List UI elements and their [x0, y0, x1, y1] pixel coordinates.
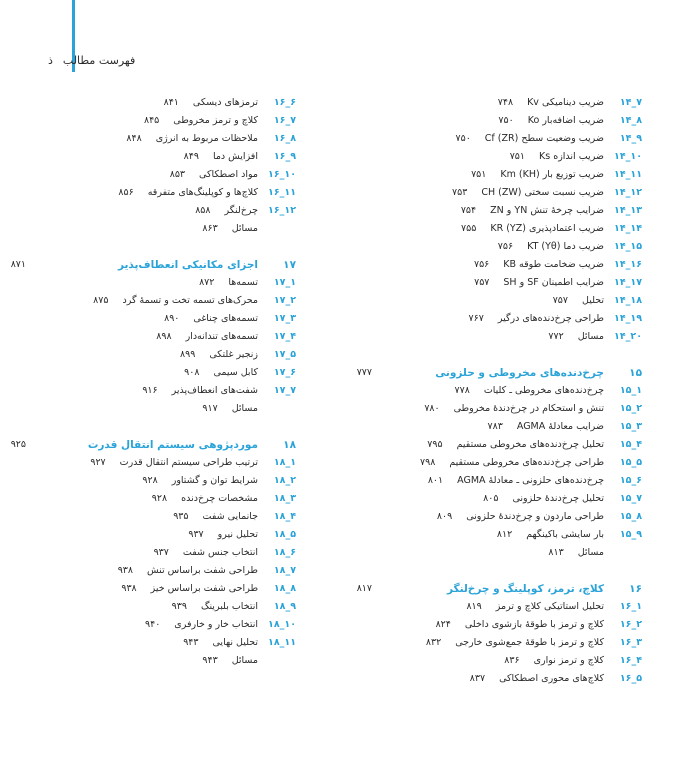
toc-page-number: ۸۷۵ — [93, 295, 109, 306]
toc-title: اجزای مکانیکی انعطاف‌پذیر — [117, 259, 258, 271]
toc-number: ۱۶_۳ — [619, 637, 642, 648]
toc-section-entry — [0, 598, 296, 616]
toc-section-entry — [342, 472, 642, 490]
toc-section-entry — [0, 652, 296, 670]
toc-page-number: ۹۱۷ — [202, 403, 218, 414]
toc-page-number: ۹۳۸ — [117, 565, 133, 576]
toc-number: ۱۵ — [629, 367, 642, 379]
toc-title: مواد اصطکاکی — [199, 169, 258, 180]
toc-number: ۱۸_۶ — [273, 547, 296, 558]
toc-section-entry — [342, 490, 642, 508]
toc-page-number: ۸۴۸ — [126, 133, 142, 144]
toc-section-entry — [342, 184, 642, 202]
toc-number: ۱۵_۶ — [619, 475, 642, 486]
toc-title: تحلیل چرخ‌دنده‌های مخروطی مستقیم — [456, 439, 604, 450]
toc-page-number: ۸۳۶ — [504, 655, 520, 666]
toc-page-number: ۷۸۰ — [424, 403, 440, 414]
toc-chapter-entry — [342, 580, 642, 598]
toc-section-entry — [0, 526, 296, 544]
toc-page-number: ۹۲۵ — [10, 439, 26, 450]
toc-title: کلاچ‌های محوری اصطکاکی — [499, 673, 604, 684]
toc-title: مسائل — [231, 403, 258, 414]
toc-number: ۱۸_۴ — [273, 511, 296, 522]
toc-number: ۱۴_۷ — [619, 97, 642, 108]
toc-number: ۱۴_۱۲ — [614, 187, 642, 198]
toc-page-number: ۸۵۶ — [118, 187, 134, 198]
toc-page-number: ۷۵۶ — [497, 241, 514, 252]
toc-title: تحلیل چرخ‌دندهٔ حلزونی — [512, 493, 604, 504]
toc-title: ضرایب معادلهٔ AGMA — [516, 421, 604, 432]
toc-number: ۱۸_۳ — [273, 493, 296, 504]
toc-number: ۱۸_۵ — [273, 529, 296, 540]
toc-title: زنجیر غلتکی — [209, 349, 258, 360]
toc-title: چرخ‌دنده‌های حلزونی ـ معادلهٔ AGMA — [457, 475, 604, 486]
toc-section-entry — [0, 166, 296, 184]
toc-number: ۱۶_۵ — [619, 673, 642, 684]
toc-number: ۱۴_۱۳ — [614, 205, 642, 216]
toc-page-number: ۸۶۳ — [202, 223, 218, 234]
toc-page-number: ۷۵۷ — [552, 295, 569, 306]
toc-number: ۱۶_۱۰ — [268, 169, 296, 180]
toc-page-number: ۹۳۹ — [171, 601, 187, 612]
toc-page-number: ۷۷۸ — [454, 385, 470, 396]
toc-page-number: ۸۱۹ — [466, 601, 482, 612]
toc-title: مسائل — [577, 331, 604, 342]
toc-section-entry — [342, 400, 642, 418]
toc-section-entry — [342, 328, 642, 346]
toc-page-number: ۹۳۷ — [188, 529, 204, 540]
toc-number: ۱۵_۴ — [619, 439, 642, 450]
toc-section-entry — [0, 562, 296, 580]
toc-title: کلاچ و ترمز با طوقهٔ بازشوی داخلی — [464, 619, 604, 630]
toc-page-number: ۹۳۸ — [121, 583, 137, 594]
toc-section-entry — [0, 346, 296, 364]
toc-section-entry — [342, 256, 642, 274]
toc-page-number: ۸۷۱ — [10, 259, 26, 270]
toc-page-number: ۸۴۵ — [143, 115, 160, 126]
toc-number: ۱۴_۱۷ — [614, 277, 642, 288]
toc-section-entry — [342, 436, 642, 454]
toc-title: تنش و استحکام در چرخ‌دندهٔ مخروطی — [453, 403, 604, 414]
toc-number: ۱۵_۲ — [619, 403, 642, 414]
toc-title: چرخ‌دنده‌های مخروطی ـ کلیات — [483, 385, 604, 396]
toc-page-number: ۷۵۰ — [498, 115, 514, 126]
toc-section-entry — [342, 94, 642, 112]
toc-title: ضریب ضخامت طوقه KB — [503, 259, 604, 270]
toc-page-number: ۸۱۲ — [496, 529, 513, 540]
toc-page-number: ۸۳۷ — [469, 673, 486, 684]
toc-title: ضریب اعتمادپذیری KR (YZ) — [490, 223, 604, 234]
toc-title: مسائل — [231, 655, 258, 666]
toc-number: ۱۵_۹ — [619, 529, 642, 540]
toc-number: ۱۵_۳ — [619, 421, 642, 432]
toc-chapter-entry — [342, 364, 642, 382]
toc-page-number: ۹۲۸ — [151, 493, 168, 504]
toc-section-entry — [342, 310, 642, 328]
toc-number: ۱۴_۲۰ — [614, 331, 642, 342]
toc-title: بار سایشی باکینگهم — [526, 529, 604, 540]
toc-section-entry — [0, 382, 296, 400]
toc-number: ۱۸ — [283, 439, 296, 451]
toc-page-number: ۸۹۹ — [180, 349, 196, 360]
toc-title: طراحی چرخ‌دنده‌های مخروطی مستقیم — [449, 457, 604, 468]
toc-page-number: ۷۵۱ — [509, 151, 526, 162]
toc-number: ۱۸_۱ — [273, 457, 296, 468]
toc-title: تسمه‌های چناغی — [193, 313, 258, 324]
toc-section-entry — [0, 202, 296, 220]
toc-title: تسمه‌ها — [228, 277, 258, 288]
toc-title: ضریب اضافه‌بار Ko — [527, 115, 604, 126]
toc-title: تحلیل نهایی — [212, 637, 258, 648]
toc-number: ۱۷_۶ — [273, 367, 296, 378]
toc-page-number: ۷۶۷ — [468, 313, 484, 324]
toc-title: ضریب نسبت سختی CH (ZW) — [481, 187, 604, 198]
toc-page-number: ۹۴۰ — [144, 619, 161, 630]
toc-title: ضریب دما KT (Yθ) — [527, 241, 604, 252]
toc-section-entry — [0, 328, 296, 346]
toc-number: ۱۷_۵ — [273, 349, 296, 360]
toc-page-number: ۷۷۲ — [548, 331, 564, 342]
toc-section-entry — [0, 310, 296, 328]
toc-section-entry — [0, 130, 296, 148]
toc-title: مسائل — [577, 547, 604, 558]
toc-section-entry — [342, 148, 642, 166]
running-head — [48, 54, 135, 67]
toc-section-entry — [342, 454, 642, 472]
toc-section-entry — [342, 292, 642, 310]
toc-page-number: ۷۵۱ — [471, 169, 487, 180]
toc-number: ۱۷ — [283, 259, 296, 271]
toc-number: ۱۴_۹ — [619, 133, 642, 144]
toc-title: کابل سیمی — [213, 367, 258, 378]
toc-page-number: ۷۹۵ — [427, 439, 443, 450]
toc-title: طراحی شفت براساس تنش — [147, 565, 258, 576]
toc-page-number: ۷۵۵ — [461, 223, 477, 234]
toc-section-entry — [342, 544, 642, 562]
toc-title: انتخاب خار و خارفری — [174, 619, 258, 630]
toc-title: تحلیل استاتیکی کلاچ و ترمز — [495, 601, 604, 612]
toc-section-entry — [342, 166, 642, 184]
toc-title: تحلیل نیرو — [217, 529, 258, 540]
toc-section-entry — [342, 112, 642, 130]
toc-section-entry — [342, 238, 642, 256]
toc-page-number: ۸۴۹ — [183, 151, 199, 162]
toc-number: ۱۶_۱۲ — [268, 205, 296, 216]
toc-title: افزایش دما — [212, 151, 258, 162]
toc-title: ضریب وضعیت سطح Cf (ZR) — [484, 133, 604, 144]
toc-number: ۱۷_۴ — [273, 331, 296, 342]
toc-title: جانمایی شفت — [202, 511, 258, 522]
toc-number: ۱۶_۴ — [619, 655, 642, 666]
toc-page-number: ۹۰۸ — [184, 367, 200, 378]
toc-title: شرایط توان و گشتاور — [171, 475, 258, 486]
toc-number: ۱۶_۷ — [273, 115, 296, 126]
toc-section-entry — [0, 148, 296, 166]
toc-page-number: ۸۹۸ — [156, 331, 172, 342]
toc-title: کلاچ‌ها و کوپلینگ‌های متفرقه — [147, 187, 258, 198]
toc-page-number: ۸۴۱ — [163, 97, 179, 108]
toc-title: ضریب اندازه Ks — [539, 151, 604, 162]
toc-section-entry — [342, 652, 642, 670]
toc-number: ۱۶_۱ — [619, 601, 642, 612]
toc-page-number: ۸۰۱ — [427, 475, 444, 486]
toc-title: طراحی ماردون و چرخ‌دندهٔ حلزونی — [466, 511, 604, 522]
toc-page-number: ۹۱۶ — [142, 385, 158, 396]
toc-title: مشخصات چرخ‌دنده — [181, 493, 258, 504]
toc-number: ۱۸_۱۱ — [268, 637, 296, 648]
toc-title: ترمزهای دیسکی — [192, 97, 258, 108]
toc-number: ۱۶_۶ — [273, 97, 296, 108]
toc-section-entry — [342, 418, 642, 436]
toc-page-number: ۸۰۹ — [436, 511, 453, 522]
toc-page-number: ۹۲۷ — [90, 457, 106, 468]
toc-page-number: ۸۹۰ — [164, 313, 180, 324]
toc-number: ۱۴_۱۴ — [614, 223, 642, 234]
toc-number: ۱۴_۱۰ — [614, 151, 642, 162]
toc-section-entry — [0, 508, 296, 526]
toc-page-number: ۷۵۰ — [455, 133, 471, 144]
toc-title: طراحی چرخ‌دنده‌های درگیر — [497, 313, 604, 324]
toc-number: ۱۶_۲ — [619, 619, 642, 630]
toc-section-entry — [0, 400, 296, 418]
toc-number: ۱۶_۹ — [273, 151, 296, 162]
toc-section-entry — [0, 454, 296, 472]
toc-column-left — [0, 94, 296, 734]
toc-section-entry — [0, 220, 296, 238]
toc-section-entry — [0, 292, 296, 310]
toc-title: مسائل — [231, 223, 258, 234]
toc-chapter-entry — [0, 436, 296, 454]
toc-title: ملاحظات مربوط به انرژی — [155, 133, 258, 144]
toc-title: ترتیب طراحی سیستم انتقال قدرت — [119, 457, 258, 468]
toc-number: ۱۸_۱۰ — [268, 619, 296, 630]
toc-chapter-entry — [0, 256, 296, 274]
toc-page-number: ۸۱۳ — [548, 547, 564, 558]
toc-section-entry — [342, 508, 642, 526]
toc-section-entry — [342, 220, 642, 238]
toc-section-entry — [342, 616, 642, 634]
toc-title: کلاچ و ترمز نواری — [533, 655, 604, 666]
toc-section-entry — [342, 526, 642, 544]
toc-section-entry — [342, 382, 642, 400]
toc-section-entry — [0, 544, 296, 562]
toc-page-number: ۷۷۷ — [356, 367, 372, 378]
toc-title: موردپژوهی سیستم انتقال قدرت — [87, 439, 258, 451]
toc-number: ۱۶_۱۱ — [268, 187, 296, 198]
toc-number: ۱۴_۸ — [619, 115, 642, 126]
toc-page-number: ۸۳۲ — [425, 637, 442, 648]
toc-page-number: ۸۰۵ — [483, 493, 499, 504]
toc-number: ۱۵_۷ — [619, 493, 642, 504]
toc-page-number: ۹۴۳ — [202, 655, 218, 666]
toc-number: ۱۷_۳ — [273, 313, 296, 324]
toc-title: انتخاب بلبرینگ — [200, 601, 258, 612]
toc-page-number: ۷۵۳ — [452, 187, 468, 198]
toc-number: ۱۴_۱۹ — [614, 313, 642, 324]
toc-title: ضریب دینامیکی Kv — [527, 97, 604, 108]
toc-column-right — [342, 94, 642, 734]
running-head-title: فهرست مطالب — [62, 54, 136, 67]
toc-page-number: ۷۹۸ — [420, 457, 436, 468]
toc-title: ضرایب اطمینان SF و SH — [503, 277, 604, 288]
toc-page-number: ۷۵۴ — [460, 205, 477, 216]
toc-title: طراحی شفت براساس خیز — [150, 583, 258, 594]
toc-title: تسمه‌های تندانه‌دار — [185, 331, 258, 342]
toc-page-number: ۷۵۶ — [473, 259, 490, 270]
toc-section-entry — [0, 364, 296, 382]
toc-page-number: ۸۵۳ — [169, 169, 186, 180]
toc-number: ۱۶_۸ — [273, 133, 296, 144]
toc-title: چرخ‌لنگر — [224, 205, 258, 216]
toc-section-entry — [342, 202, 642, 220]
toc-number: ۱۴_۱۶ — [614, 259, 642, 270]
toc-section-entry — [0, 112, 296, 130]
toc-page-number: ۷۸۳ — [487, 421, 503, 432]
toc-number: ۱۴_۱۵ — [614, 241, 642, 252]
toc-page-number: ۸۵۸ — [195, 205, 211, 216]
toc-number: ۱۵_۸ — [619, 511, 642, 522]
toc-title: کلاچ و ترمز با طوقهٔ جمع‌شوی خارجی — [455, 637, 604, 648]
toc-number: ۱۴_۱۱ — [614, 169, 642, 180]
toc-page-number: ۸۱۷ — [356, 583, 372, 594]
toc-number: ۱۴_۱۸ — [614, 295, 642, 306]
toc-title: محرک‌های تسمه تخت و تسمهٔ گرد — [122, 295, 258, 306]
toc-page-number: ۷۴۸ — [497, 97, 514, 108]
toc-number: ۱۶ — [629, 583, 642, 595]
toc-number: ۱۸_۸ — [273, 583, 296, 594]
toc-title: چرخ‌دنده‌های مخروطی و حلزونی — [435, 367, 604, 379]
toc-section-entry — [0, 616, 296, 634]
running-head-page-letter: ذ — [48, 54, 53, 67]
toc-title: ضرایب چرخهٔ تنش YN و ZN — [490, 205, 604, 216]
toc-page-number: ۹۳۵ — [173, 511, 189, 522]
toc-number: ۱۷_۱ — [273, 277, 296, 288]
toc-section-entry — [0, 634, 296, 652]
toc-number: ۱۸_۹ — [273, 601, 296, 612]
toc-section-entry — [342, 130, 642, 148]
toc-title: شفت‌های انعطاف‌پذیر — [171, 385, 258, 396]
toc-section-entry — [0, 274, 296, 292]
toc-section-entry — [0, 490, 296, 508]
toc-section-entry — [342, 670, 642, 688]
toc-page-number: ۹۲۸ — [142, 475, 158, 486]
toc-title: انتخاب جنس شفت — [182, 547, 258, 558]
toc-number: ۱۷_۷ — [273, 385, 296, 396]
toc-page-number: ۷۵۷ — [474, 277, 490, 288]
toc-section-entry — [0, 184, 296, 202]
toc-title: ضریب توزیع بار Km (KH) — [500, 169, 604, 180]
toc-number: ۱۵_۱ — [619, 385, 642, 396]
toc-section-entry — [0, 94, 296, 112]
toc-page-number: ۸۷۲ — [199, 277, 215, 288]
toc-number: ۱۸_۲ — [273, 475, 296, 486]
toc-title: کلاچ، ترمز، کوپلینگ و چرخ‌لنگر — [446, 583, 604, 595]
toc-section-entry — [342, 274, 642, 292]
toc-section-entry — [342, 634, 642, 652]
toc-section-entry — [0, 580, 296, 598]
toc-page-number: ۹۴۳ — [183, 637, 199, 648]
toc-title: کلاچ و ترمز مخروطی — [173, 115, 258, 126]
toc-number: ۱۸_۷ — [273, 565, 296, 576]
toc-number: ۱۵_۵ — [619, 457, 642, 468]
toc-section-entry — [342, 598, 642, 616]
toc-title: تحلیل — [582, 295, 604, 306]
toc-page-number: ۹۳۷ — [153, 547, 169, 558]
toc-number: ۱۷_۲ — [273, 295, 296, 306]
toc-page-number: ۸۲۴ — [435, 619, 451, 630]
toc-section-entry — [0, 472, 296, 490]
